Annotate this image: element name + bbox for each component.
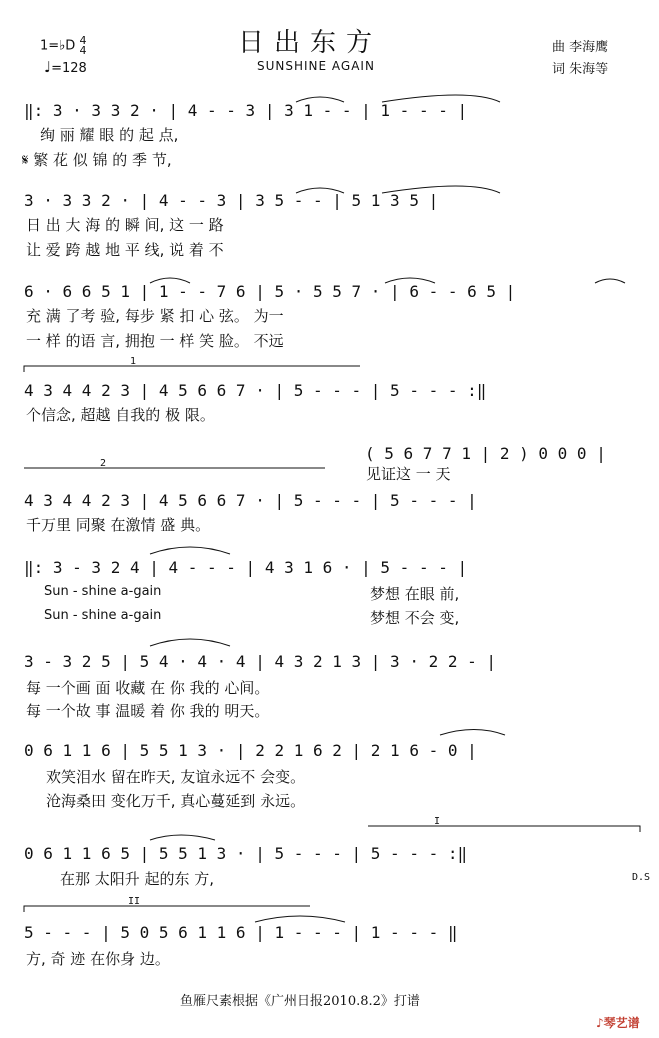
notation-line-9: 0 6 1 1 6 5 | 5 5 1 3 · | 5 - - - | 5 - - - :‖ xyxy=(24,844,468,863)
key-signature: 1=♭D 4 4 xyxy=(40,34,87,57)
volta-label-II: II xyxy=(128,896,141,907)
lyric-line: 方, 奇 迹 在你身 边。 xyxy=(26,950,170,968)
slur xyxy=(255,916,345,922)
volta-bracket-I xyxy=(368,826,640,832)
slur xyxy=(150,835,215,840)
lyric-line-english: Sun - shine a-gain xyxy=(44,608,162,623)
logo-icon: ♪ xyxy=(596,1016,604,1030)
lyric-line: 在那 太阳升 起的东 方, xyxy=(60,870,215,888)
pickup-notation: ( 5 6 7 7 1 | 2 ) 0 0 0 | xyxy=(365,444,606,463)
lyric-line: 一 样 的语 言, 拥抱 一 样 笑 脸。 不远 xyxy=(26,332,284,350)
notation-line-7: 3 - 3 2 5 | 5 4 · 4 · 4 | 4 3 2 1 3 | 3 · 2 2 - | xyxy=(24,652,497,671)
time-signature-bottom: 4 xyxy=(79,44,87,57)
lyric-line: 日 出 大 海 的 瞬 间, 这 一 路 xyxy=(26,216,224,234)
notation-line-5: 4 3 4 4 2 3 | 4 5 6 6 7 · | 5 - - - | 5 - - - | xyxy=(24,491,477,510)
notation-line-8: 0 6 1 1 6 | 5 5 1 3 · | 2 2 1 6 2 | 2 1 6 - 0 | xyxy=(24,741,477,760)
site-logo: ♪琴艺谱 xyxy=(596,1016,640,1030)
notation-line-6: ‖: 3 - 3 2 4 | 4 - - - | 4 3 1 6 · | 5 - - - | xyxy=(24,558,468,577)
notation-line-2: 3 · 3 3 2 · | 4 - - 3 | 3 5 - - | 5 1 3 5 | xyxy=(24,191,439,210)
lyric-line: 𝄋 繁 花 似 锦 的 季 节, xyxy=(22,151,172,169)
slur xyxy=(150,639,230,646)
notation-line-1: ‖: 3 · 3 3 2 · | 4 - - 3 | 3 1 - - | 1 - - - | xyxy=(24,101,468,120)
volta-label-1: 1 xyxy=(130,356,137,367)
volta-label-2: 2 xyxy=(100,458,107,469)
transcription-credit: 鱼雁尺素根据《广州日报2010.8.2》打谱 xyxy=(180,994,420,1009)
volta-bracket-1 xyxy=(24,366,360,372)
lyric-line: 每 一个画 面 收藏 在 你 我的 心间。 xyxy=(26,679,270,697)
volta-bracket-II xyxy=(24,906,310,912)
slur xyxy=(150,547,230,554)
lyric-line: 梦想 不会 变, xyxy=(370,609,460,627)
lyric-line: 千万里 同聚 在激情 盛 典。 xyxy=(26,516,211,534)
ds-marking: D.S xyxy=(632,872,651,883)
lyric-line: 每 一个故 事 温暖 着 你 我的 明天。 xyxy=(26,702,270,720)
notation-line-10: 5 - - - | 5 0 5 6 1 1 6 | 1 - - - | 1 - - - ‖ xyxy=(24,923,458,942)
quarter-note-icon: ♩ xyxy=(44,58,52,76)
lyric-line: 绚 丽 耀 眼 的 起 点, xyxy=(40,126,179,144)
lyric-line-english: Sun - shine a-gain xyxy=(44,584,162,599)
slur xyxy=(440,730,505,736)
lyricist-credit: 词 朱海等 xyxy=(552,62,609,77)
tempo-marking: ♩=128 xyxy=(44,58,87,76)
pickup-lyric: 见证这 一 天 xyxy=(366,465,451,483)
slur xyxy=(595,279,625,283)
lyric-line: 欢笑泪水 留在昨天, 友谊永远不 会变。 xyxy=(46,768,306,786)
notation-line-4: 4 3 4 4 2 3 | 4 5 6 6 7 · | 5 - - - | 5 - - - :‖ xyxy=(24,381,487,400)
time-signature-top: 4 xyxy=(79,34,87,47)
lyric-line: 充 满 了考 验, 每步 紧 扣 心 弦。 为一 xyxy=(26,307,284,325)
lyric-line: 个信念, 超越 自我的 极 限。 xyxy=(26,406,215,424)
song-title: 日出东方 xyxy=(238,28,383,58)
lyric-line: 梦想 在眼 前, xyxy=(370,585,460,603)
composer-credit: 曲 李海鹰 xyxy=(552,40,609,55)
volta-label-I: I xyxy=(434,816,441,827)
lyric-line: 让 爱 跨 越 地 平 线, 说 着 不 xyxy=(26,241,224,259)
lyric-line: 沧海桑田 变化万千, 真心蔓延到 永远。 xyxy=(46,792,306,810)
notation-line-3: 6 · 6 6 5 1 | 1 - - 7 6 | 5 · 5 5 7 · | 6 - - 6 5 | xyxy=(24,282,516,301)
song-subtitle: SUNSHINE AGAIN xyxy=(257,59,375,73)
